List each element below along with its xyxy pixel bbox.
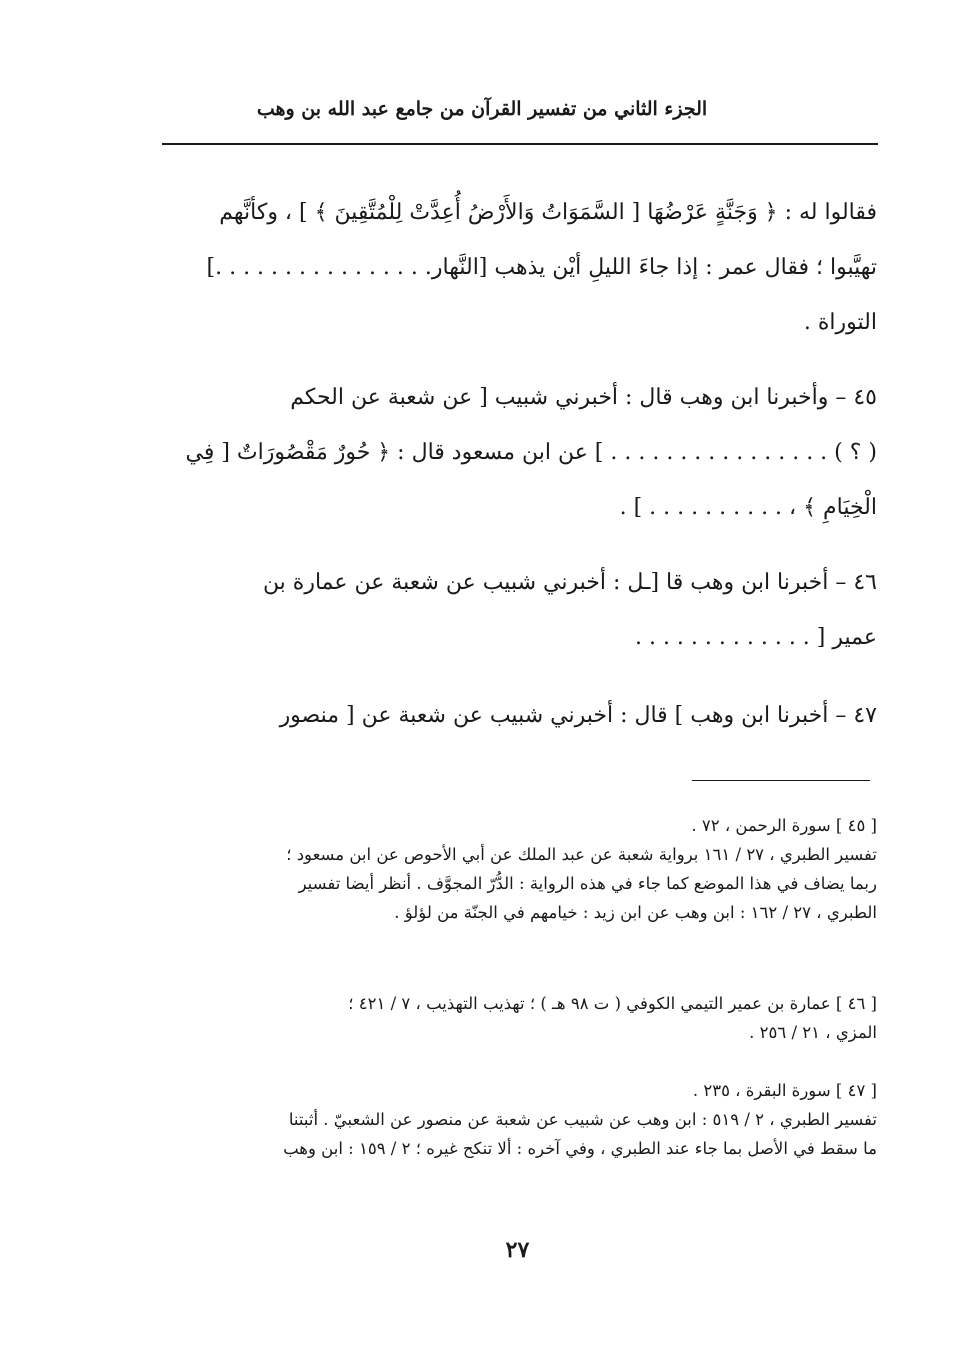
- footnote-46: [147, 989, 877, 1047]
- paragraph-intro: [161, 185, 877, 350]
- footnote-line: تفسير الطبري ، ٢٧ / ١٦١ برواية شعبة عن عبد الملك عن أبي الأحوص عن ابن مسعود ؛: [286, 845, 877, 864]
- text-line: ٤٥ – وأخبرنا ابن وهب قال : أخبرني شبيب [ عن شعبة عن الحكم: [290, 385, 877, 410]
- text-line: ( ؟ ) . . . . . . . . . . . . . . . . ] عن ابن مسعود قال : ﴿ حُورٌ مَقْصُورَاتٌ [ فِي: [185, 440, 877, 465]
- text-line: الْخِيَامِ ﴾ ، . . . . . . . . . . ] .: [619, 495, 877, 520]
- footnote-line: [ ٤٧ ] سورة البقرة ، ٢٣٥ .: [692, 1081, 877, 1100]
- header-rule: [162, 143, 878, 145]
- paragraph-47: [161, 688, 877, 743]
- text-line: ٤٧ – أخبرنا ابن وهب ] قال : أخبرني شبيب عن شعبة عن [ منصور: [279, 703, 877, 728]
- footnote-line: [ ٤٥ ] سورة الرحمن ، ٧٢ .: [691, 816, 877, 835]
- text-line: التوراة .: [803, 310, 877, 335]
- footnote-line: [ ٤٦ ] عمارة بن عمير التيمي الكوفي ( ت ٩٨ هـ ) ؛ تهذيب التهذيب ، ٧ / ٤٢١ ؛: [348, 994, 877, 1013]
- paragraph-46: [161, 555, 877, 665]
- footnote-45: [147, 811, 877, 927]
- text-line: تهيَّبوا ؛ فقال عمر : إذا جاءَ الليلِ أيْن يذهب [النَّهار. . . . . . . . . . . . . . . .]: [206, 255, 877, 280]
- footnote-line: المزي ، ٢١ / ٢٥٦ .: [749, 1023, 877, 1042]
- footnote-line: ربما يضاف في هذا الموضع كما جاء في هذه الرواية : الدُّرّ المجوَّف . أنظر أيضا تفسير: [298, 874, 877, 893]
- text-line: فقالوا له : ﴿ وَجَنَّةٍ عَرْضُهَا [ السَّمَوَاتُ وَالأَرْضُ أُعِدَّتْ لِلْمُتَّقِينَ ﴾ ] ، وكأنَّهم: [219, 200, 877, 225]
- footnote-line: ما سقط في الأصل بما جاء عند الطبري ، وفي آخره : ألا تنكح غيره ؛ ٢ / ١٥٩ : ابن وهب: [283, 1139, 877, 1158]
- running-title: الجزء الثاني من تفسير القرآن من جامع عبد الله بن وهب: [256, 98, 708, 120]
- footnote-rule: [692, 780, 870, 781]
- page-number: ٢٧: [505, 1237, 530, 1263]
- text-line: عمير [ . . . . . . . . . . . . .: [634, 625, 877, 650]
- paragraph-45: [161, 370, 877, 535]
- footnote-line: الطبري ، ٢٧ / ١٦٢ : ابن وهب عن ابن زيد : خيامهم في الجنّة من لؤلؤ .: [394, 903, 877, 922]
- text-line: ٤٦ – أخبرنا ابن وهب قا [ـل : أخبرني شبيب عن شعبة عن عمارة بن: [262, 570, 877, 595]
- footnote-47: [147, 1076, 877, 1163]
- footnote-line: تفسير الطبري ، ٢ / ٥١٩ : ابن وهب عن شبيب عن شعبة عن منصور عن الشعبيّ . أثبتنا: [288, 1110, 877, 1129]
